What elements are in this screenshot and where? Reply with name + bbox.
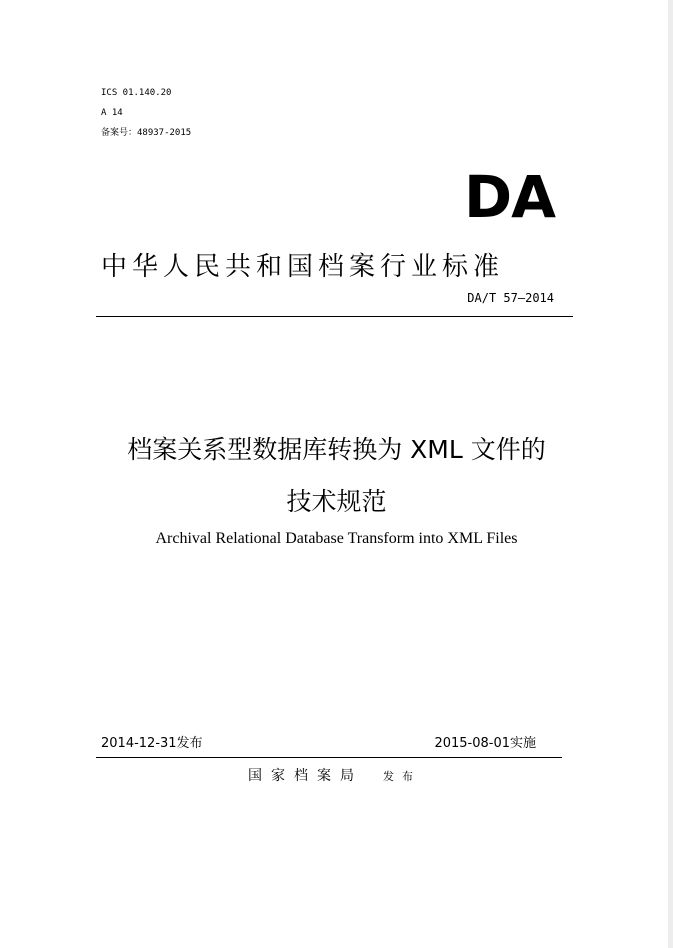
da-logo: DA: [464, 163, 556, 231]
publisher-name: 国家档案局: [248, 768, 363, 784]
document-title-line-2: 技术规范: [286, 487, 387, 516]
ics-code: ICS 01.140.20: [101, 88, 172, 98]
document-title-english: Archival Relational Database Transform into XML Files: [155, 530, 518, 547]
effective-date: 2015-08-01实施: [434, 736, 536, 751]
header-divider: [96, 316, 573, 317]
issue-date: 2014-12-31发布: [101, 736, 203, 751]
classification-code: A 14: [101, 108, 123, 118]
record-number: 备案号：48937-2015: [101, 128, 192, 138]
footer-divider: [96, 757, 562, 758]
standard-number: DA/T 57—2014: [467, 291, 554, 305]
standard-category-name: 中华人民共和国档案行业标准: [101, 252, 505, 282]
page-edge-shadow: [668, 0, 673, 948]
publish-label: 发布: [383, 770, 421, 783]
document-title-line-1: 档案关系型数据库转换为 XML 文件的: [127, 435, 546, 464]
